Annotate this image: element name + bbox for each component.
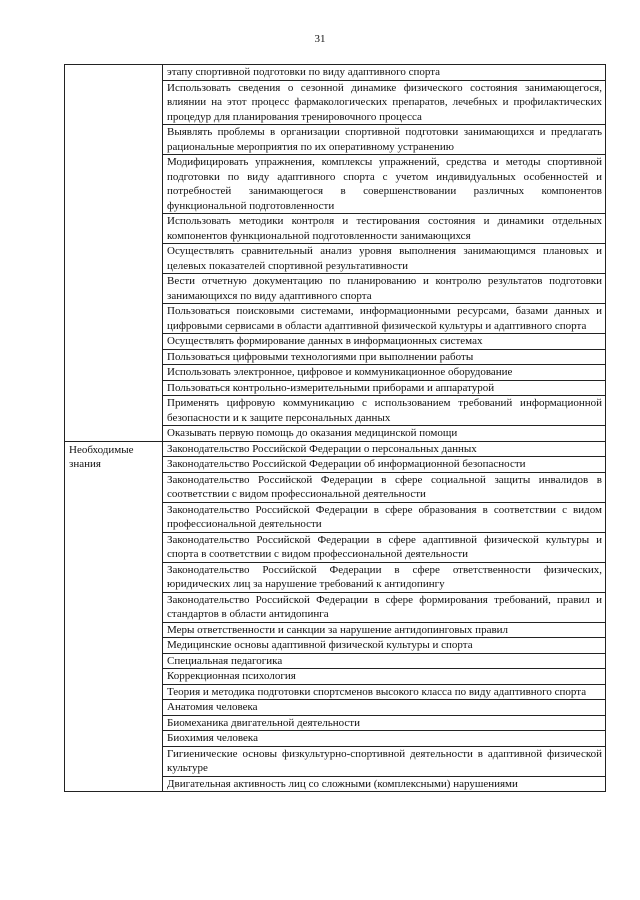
requirement-item: Законодательство Российской Федерации о персональных данных [163, 441, 606, 457]
requirement-item: Законодательство Российской Федерации в сфере адаптивной физической культуры и спорта в соответствии с видом профессиональной деятельности [163, 532, 606, 562]
requirement-item: Выявлять проблемы в организации спортивной подготовки занимающихся и предлагать рациональные мероприятия по их оперативному устранению [163, 125, 606, 155]
requirement-item: Оказывать первую помощь до оказания медицинской помощи [163, 426, 606, 442]
requirement-item: Законодательство Российской Федерации в сфере ответственности физических, юридических лиц за нарушение требований к антидопингу [163, 562, 606, 592]
page-number: 31 [314, 33, 326, 45]
section-heading [65, 65, 163, 442]
requirement-item: Специальная педагогика [163, 653, 606, 669]
requirement-item: Теория и методика подготовки спортсменов высокого класса по виду адаптивного спорта [163, 684, 606, 700]
requirement-item: Пользоваться контрольно-измерительными приборами и аппаратурой [163, 380, 606, 396]
table-row [65, 441, 606, 457]
requirement-item: Осуществлять формирование данных в информационных системах [163, 334, 606, 350]
requirements-table [64, 64, 606, 792]
requirement-item: Биомеханика двигательной деятельности [163, 715, 606, 731]
requirement-item: Вести отчетную документацию по планированию и контролю результатов подготовки занимающихся по виду адаптивного спорта [163, 274, 606, 304]
table-row [65, 65, 606, 81]
requirement-item: Двигательная активность лиц со сложными (комплексными) нарушениями [163, 776, 606, 792]
requirement-item: этапу спортивной подготовки по виду адаптивного спорта [163, 65, 606, 81]
table-body [65, 65, 606, 792]
requirement-item: Использовать сведения о сезонной динамике физического состояния занимающегося, влиянии на этот процесс фармакологических препаратов, лечебных и профилактических процедур для планирования тренировочного процесса [163, 80, 606, 125]
requirement-item: Анатомия человека [163, 700, 606, 716]
requirement-item: Биохимия человека [163, 731, 606, 747]
requirement-item: Медицинские основы адаптивной физической культуры и спорта [163, 638, 606, 654]
requirement-item: Меры ответственности и санкции за нарушение антидопинговых правил [163, 622, 606, 638]
requirement-item: Законодательство Российской Федерации об информационной безопасности [163, 457, 606, 473]
requirement-item: Пользоваться поисковыми системами, информационными ресурсами, базами данных и цифровыми сервисами в области адаптивной физической культуры и адаптивного спорта [163, 304, 606, 334]
requirement-item: Коррекционная психология [163, 669, 606, 685]
requirement-item: Осуществлять сравнительный анализ уровня выполнения занимающимся плановых и целевых показателей спортивной результативности [163, 244, 606, 274]
requirement-item: Пользоваться цифровыми технологиями при выполнении работы [163, 349, 606, 365]
requirement-item: Использовать методики контроля и тестирования состояния и динамики отдельных компонентов функциональной подготовленности занимающихся [163, 214, 606, 244]
requirement-item: Законодательство Российской Федерации в сфере образования в соответствии с видом профессиональной деятельности [163, 502, 606, 532]
requirement-item: Гигиенические основы физкультурно-спортивной деятельности в адаптивной физической культуре [163, 746, 606, 776]
requirement-item: Законодательство Российской Федерации в сфере социальной защиты инвалидов в соответствии с видом профессиональной деятельности [163, 472, 606, 502]
section-heading: Необходимые знания [65, 441, 163, 792]
requirement-item: Использовать электронное, цифровое и коммуникационное оборудование [163, 365, 606, 381]
requirement-item: Законодательство Российской Федерации в сфере формирования требований, правил и стандартов в области антидопинга [163, 592, 606, 622]
requirement-item: Модифицировать упражнения, комплексы упражнений, средства и методы спортивной подготовки по виду адаптивного спорта с учетом индивидуальных особенностей и потребностей занимающегося в совершенствовании различных компонентов функциональной подготовленности [163, 155, 606, 214]
requirement-item: Применять цифровую коммуникацию с использованием требований информационной безопасности и к защите персональных данных [163, 396, 606, 426]
